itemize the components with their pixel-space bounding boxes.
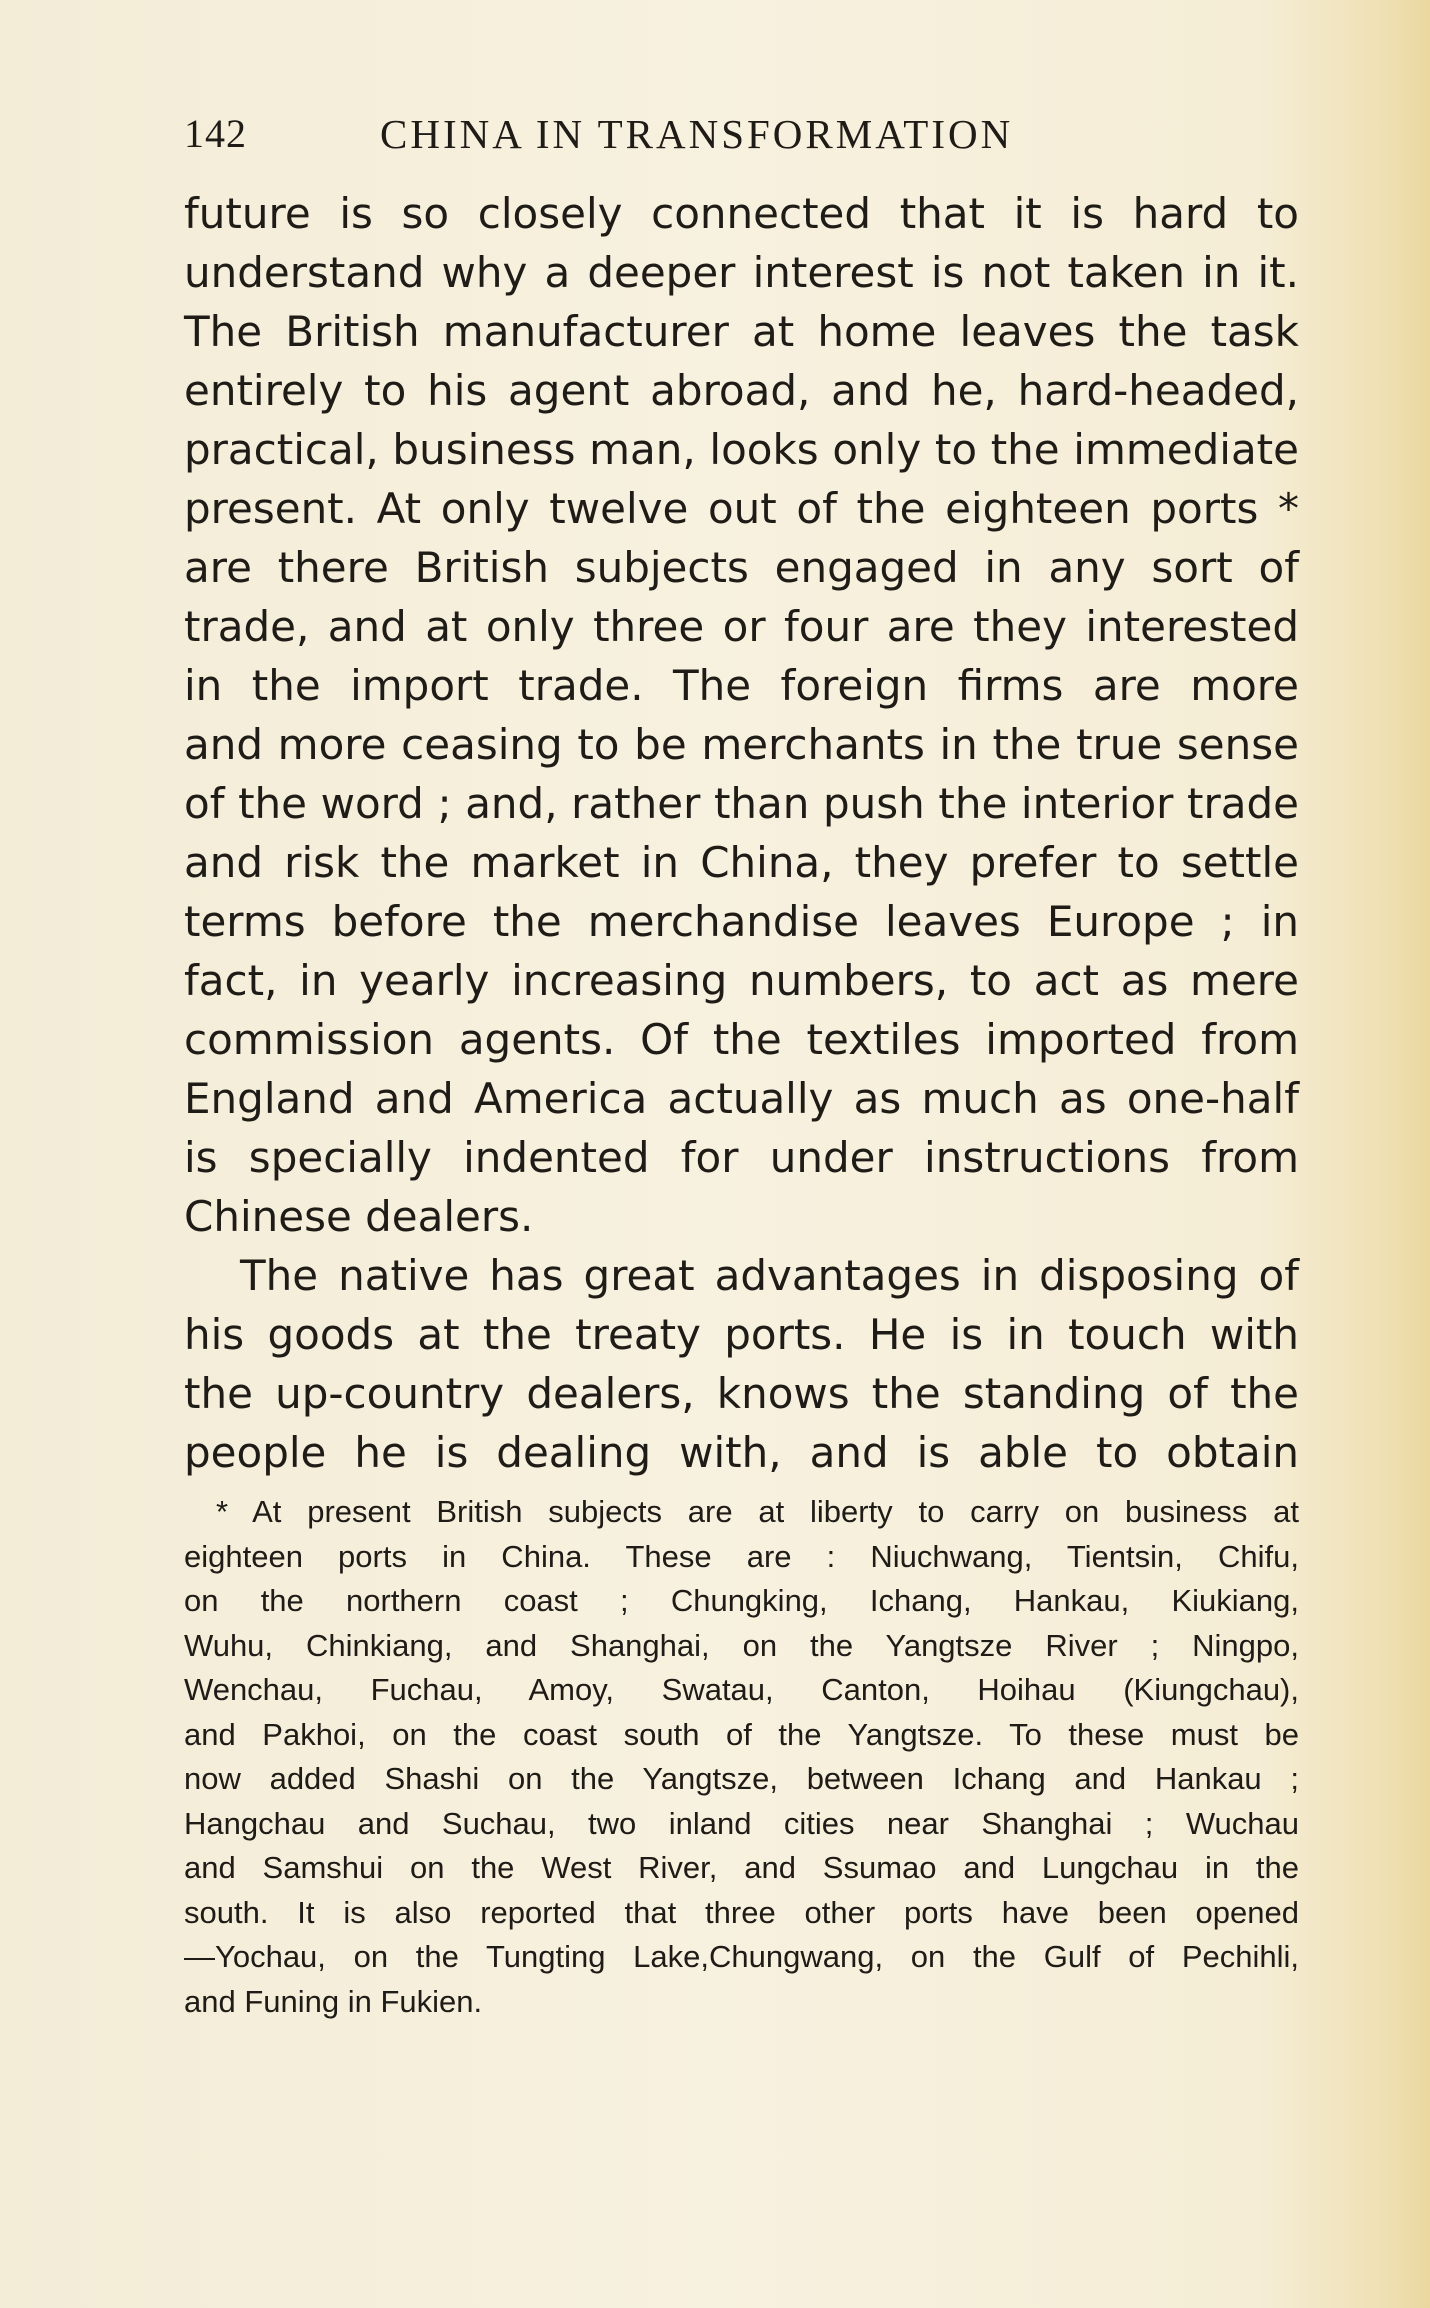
text-line: England and America actually as much as one-half bbox=[184, 1074, 1299, 1123]
running-header bbox=[184, 110, 1299, 170]
text-line: understand why a deeper interest is not taken in it. bbox=[184, 248, 1299, 297]
text-line: The British manufacturer at home leaves the task bbox=[184, 307, 1299, 356]
text-line: The native has great advantages in disposing of bbox=[240, 1251, 1299, 1300]
text-line: are there British subjects engaged in any sort of bbox=[184, 543, 1299, 592]
footnote-line: on the northern coast ; Chungking, Ichang, Hankau, Kiukiang, bbox=[184, 1583, 1299, 1618]
text-line: commission agents. Of the textiles imported from bbox=[184, 1015, 1299, 1064]
footnote-line: eighteen ports in China. These are : Niuchwang, Tientsin, Chifu, bbox=[184, 1538, 1299, 1574]
text-line: future is so closely connected that it is hard to bbox=[184, 189, 1299, 238]
footnote bbox=[184, 1490, 1299, 2024]
footnote-line: now added Shashi on the Yangtsze, between Ichang and Hankau ; bbox=[184, 1761, 1299, 1796]
footnote-line: —Yochau, on the Tungting Lake,Chungwang, on the Gulf of Pechihli, bbox=[184, 1939, 1299, 1974]
text-line: entirely to his agent abroad, and he, hard-headed, bbox=[184, 366, 1299, 415]
text-line: Chinese dealers. bbox=[184, 1192, 534, 1241]
footnote-line: and Funing in Fukien. bbox=[184, 1983, 483, 2019]
text-line: terms before the merchandise leaves Europe ; in bbox=[184, 897, 1299, 946]
footnote-line: Wenchau, Fuchau, Amoy, Swatau, Canton, Hoihau (Kiungchau), bbox=[184, 1672, 1299, 1707]
text-line: the up-country dealers, knows the standing of the bbox=[184, 1369, 1299, 1418]
text-line: of the word ; and, rather than push the interior trade bbox=[184, 779, 1299, 828]
footnote-line: south. It is also reported that three other ports have been opened bbox=[184, 1894, 1299, 1930]
text-line: people he is dealing with, and is able to obtain bbox=[184, 1428, 1299, 1477]
text-line: present. At only twelve out of the eighteen ports * bbox=[184, 484, 1299, 533]
body-text bbox=[184, 184, 1299, 1482]
footnote-line: and Samshui on the West River, and Ssumao and Lungchau in the bbox=[184, 1850, 1299, 1885]
text-line: in the import trade. The foreign firms are more bbox=[184, 661, 1299, 710]
text-line: his goods at the treaty ports. He is in touch with bbox=[184, 1310, 1299, 1359]
running-title: CHINA IN TRANSFORMATION bbox=[380, 111, 1014, 157]
footnote-line: * At present British subjects are at liberty to carry on business at bbox=[216, 1494, 1299, 1529]
text-line: and more ceasing to be merchants in the true sense bbox=[184, 720, 1299, 769]
text-line: fact, in yearly increasing numbers, to act as mere bbox=[184, 956, 1299, 1005]
footnote-line: Wuhu, Chinkiang, and Shanghai, on the Yangtsze River ; Ningpo, bbox=[184, 1627, 1299, 1663]
text-line: trade, and at only three or four are they interested bbox=[184, 602, 1299, 651]
footnote-line: Hangchau and Suchau, two inland cities near Shanghai ; Wuchau bbox=[184, 1805, 1299, 1841]
text-line: practical, business man, looks only to the immediate bbox=[184, 425, 1299, 474]
text-line: and risk the market in China, they prefer to settle bbox=[184, 838, 1299, 887]
page-number: 142 bbox=[184, 111, 247, 156]
text-line: is specially indented for under instructions from bbox=[184, 1133, 1299, 1182]
footnote-line: and Pakhoi, on the coast south of the Yangtsze. To these must be bbox=[184, 1716, 1299, 1752]
